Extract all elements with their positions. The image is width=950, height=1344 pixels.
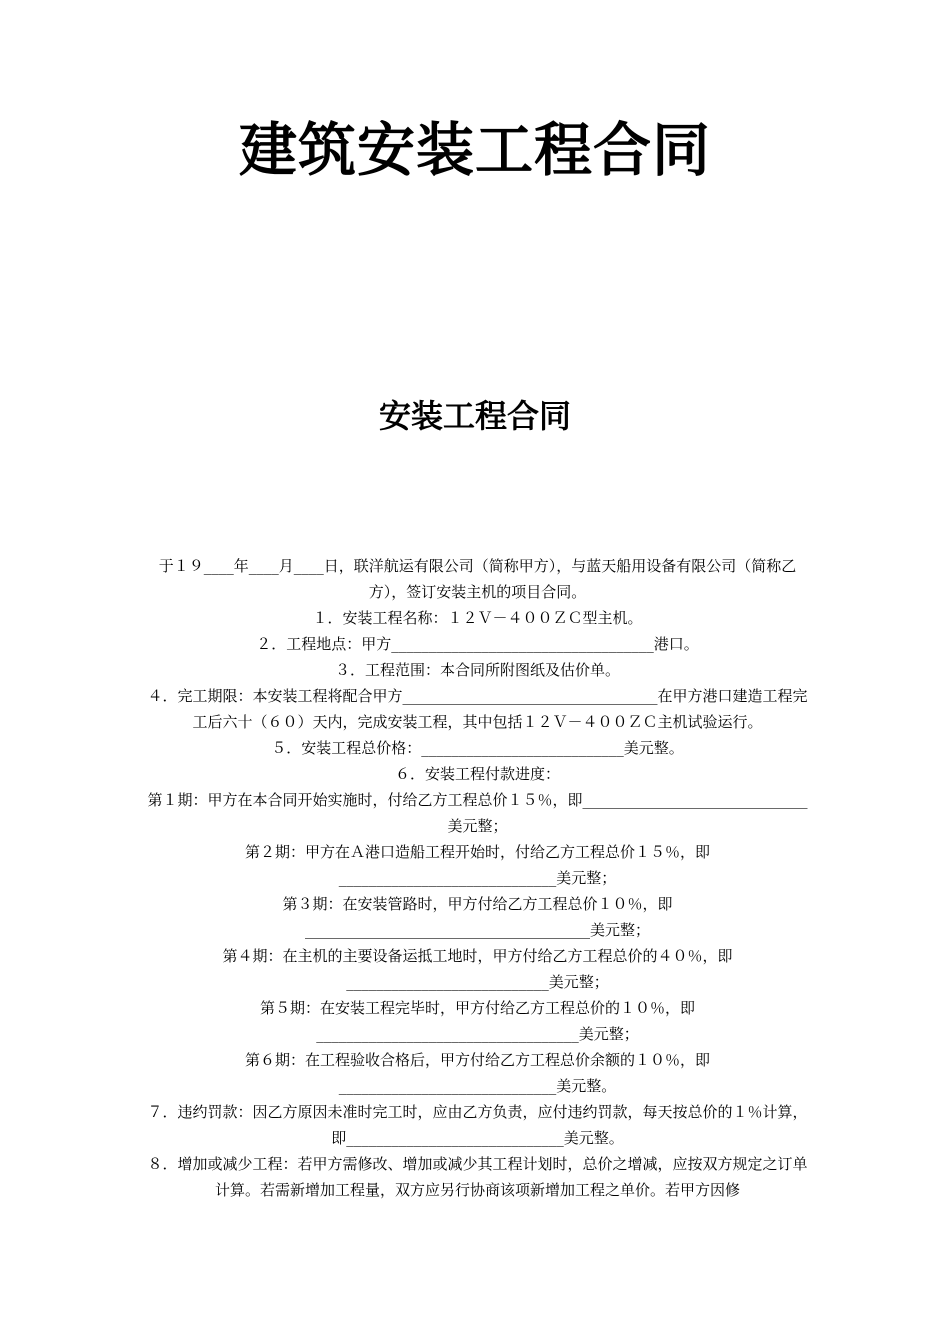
clause-total-price: ５．安装工程总价格：___________________________美元整。 — [271, 739, 684, 757]
clause-location: ２．工程地点：甲方___________________________________港口。 — [256, 635, 699, 653]
clause-deadline: ４．完工期限：本安装工程将配合甲方__________________________________在甲方港口建造工程完工后六十（６０）天内，完成安装工程，其中包括１２Ｖ－４００ＺＣ主机试验运行。 — [147, 687, 808, 731]
payment-installment-4: 第４期：在主机的主要设备运抵工地时，甲方付给乙方工程总价的４０％，即___________________________美元整； — [222, 947, 733, 991]
contract-subtitle: 安装工程合同 — [378, 397, 571, 435]
payment-installment-6: 第６期：在工程验收合格后，甲方付给乙方工程总价余额的１０％，即_____________________________美元整。 — [244, 1051, 710, 1095]
document-title: 建筑安装工程合同 — [238, 116, 711, 184]
payment-installment-3: 第３期：在安装管路时，甲方付给乙方工程总价１０％，即______________________________________美元整； — [282, 895, 673, 939]
payment-installment-5: 第５期：在安装工程完毕时，甲方付给乙方工程总价的１０％，即___________________________________美元整； — [259, 999, 695, 1043]
payment-installment-1: 第１期：甲方在本合同开始实施时，付给乙方工程总价１５％，即______________________________美元整； — [147, 791, 808, 835]
clause-payment-schedule: ６．安装工程付款进度： — [394, 765, 560, 783]
clause-penalty: ７．违约罚款：因乙方原因未准时完工时，应由乙方负责，应付违约罚款，每天按总价的１％计算，即_____________________________美元整。 — [147, 1103, 808, 1147]
clause-project-name: １．安装工程名称：１２Ｖ－４００ＺＣ型主机。 — [312, 609, 643, 627]
contract-body — [145, 553, 810, 1203]
payment-installment-2: 第２期：甲方在Ａ港口造船工程开始时，付给乙方工程总价１５％，即_____________________________美元整； — [244, 843, 710, 887]
clause-changes: ８．增加或减少工程：若甲方需修改、增加或减少其工程计划时，总价之增减，应按双方规定之订单计算。若需新增加工程量，双方应另行协商该项新增加工程之单价。若甲方因修 — [147, 1155, 808, 1199]
preamble-paragraph: 于１９____年____月____日，联洋航运有限公司（简称甲方），与蓝天船用设备有限公司（简称乙方），签订安装主机的项目合同。 — [158, 557, 797, 601]
clause-scope: ３．工程范围：本合同所附图纸及估价单。 — [334, 661, 620, 679]
